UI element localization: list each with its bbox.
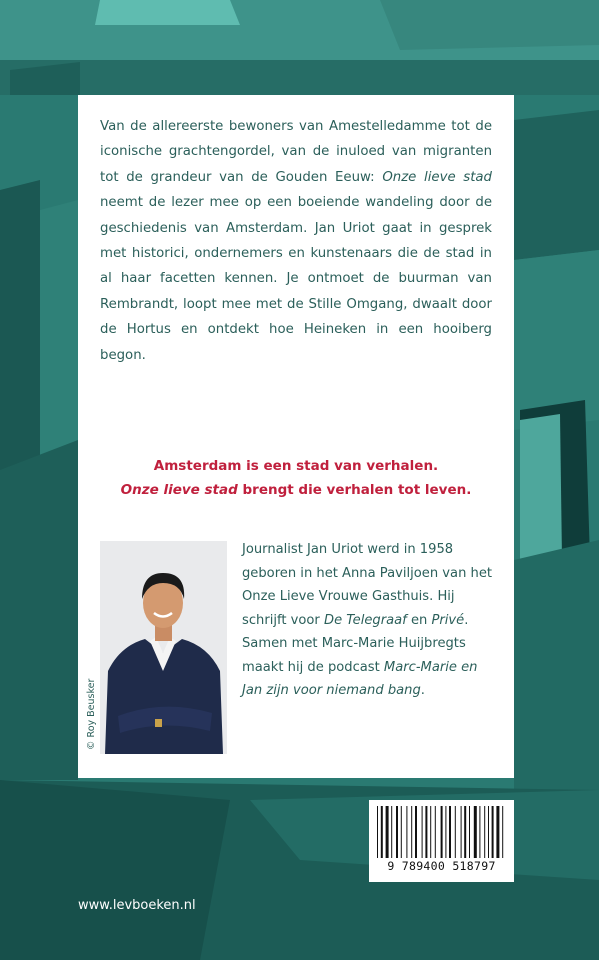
isbn-number: 9 789400 518797 xyxy=(387,859,496,873)
podcast-title: Marc-Marie en Jan zijn voor niemand bang xyxy=(242,659,478,698)
tagline-book-title: Onze lieve stad xyxy=(120,482,238,498)
publication-1: De Telegraaf xyxy=(323,612,407,628)
book-blurb xyxy=(100,114,492,368)
tagline-line-1: Amsterdam is een stad van verhalen. xyxy=(153,458,439,474)
author-bio xyxy=(242,538,494,703)
bio-end: . xyxy=(420,683,425,698)
barcode-bars xyxy=(375,806,508,858)
text-panel xyxy=(78,95,514,778)
bio-text-1: Journalist Jan Uriot werd in 1958 geboren in het Anna Paviljoen van het Onze Lieve Vrouwe Gasthuis. Hij schrijft voor xyxy=(242,542,493,628)
tagline-line-2: brengt die verhalen tot leven. xyxy=(237,482,472,498)
barcode xyxy=(369,800,514,882)
bio-text-2: . Samen met Marc-Marie Huijbregts maakt hij de podcast xyxy=(242,612,469,675)
publication-2: Privé xyxy=(431,612,465,628)
publisher-website: www.levboeken.nl xyxy=(78,898,196,913)
tagline xyxy=(78,454,514,502)
photo-credit: © Roy Beusker xyxy=(86,678,97,750)
book-title-inline: Onze lieve stad xyxy=(382,169,493,185)
blurb-text-1: Van de allereerste bewoners van Amestelledamme tot de iconische grachtengordel, van de inuloed van migranten tot de grandeur van de Gouden Eeuw: xyxy=(100,119,492,185)
author-photo xyxy=(100,541,227,754)
blurb-text-2: neemt de lezer mee op een boeiende wandeling door de geschiedenis van Amsterdam. Jan Uriot gaat in gesprek met historici, ondernemers en kunstenaars die de stad in al haar facetten kennen. Je ontmoet de buurman van Rembrandt, loopt mee met de Stille Omgang, dwaalt door de Hortus en ontdekt hoe Heineken in een hooiberg begon. xyxy=(100,195,492,363)
bio-and: en xyxy=(406,612,432,628)
